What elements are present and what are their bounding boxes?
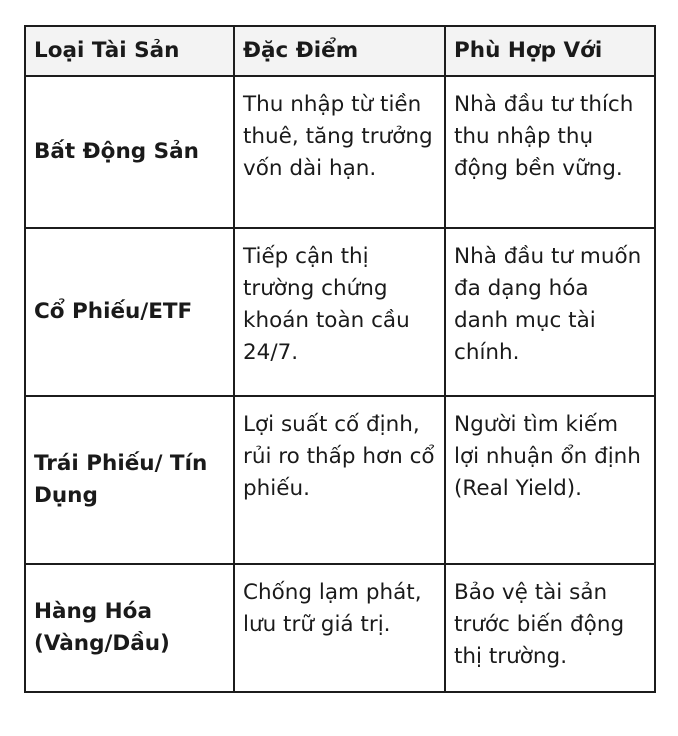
asset-name-cell: Hàng Hóa (Vàng/Dầu): [25, 564, 234, 692]
asset-name-cell: Trái Phiếu/ Tín Dụng: [25, 396, 234, 564]
suitable-cell: Nhà đầu tư muốn đa dạng hóa danh mục tài chính.: [445, 228, 655, 396]
feature-cell: Lợi suất cố định, rủi ro thấp hơn cổ phiếu.: [234, 396, 445, 564]
asset-name-cell: Bất Động Sản: [25, 76, 234, 228]
header-characteristics: Đặc Điểm: [234, 26, 445, 76]
asset-name-cell: Cổ Phiếu/ETF: [25, 228, 234, 396]
feature-cell: Thu nhập từ tiền thuê, tăng trưởng vốn dài hạn.: [234, 76, 445, 228]
header-asset-type: Loại Tài Sản: [25, 26, 234, 76]
header-suitable-for: Phù Hợp Với: [445, 26, 655, 76]
table-row: [25, 564, 655, 692]
feature-cell: Tiếp cận thị trường chứng khoán toàn cầu 24/7.: [234, 228, 445, 396]
asset-comparison-table: [24, 25, 656, 693]
suitable-cell: Người tìm kiếm lợi nhuận ổn định (Real Yield).: [445, 396, 655, 564]
suitable-cell: Nhà đầu tư thích thu nhập thụ động bền vững.: [445, 76, 655, 228]
table-row: [25, 76, 655, 228]
feature-cell: Chống lạm phát, lưu trữ giá trị.: [234, 564, 445, 692]
table-row: [25, 396, 655, 564]
table-row: [25, 228, 655, 396]
suitable-cell: Bảo vệ tài sản trước biến động thị trường.: [445, 564, 655, 692]
table-header-row: [25, 26, 655, 76]
